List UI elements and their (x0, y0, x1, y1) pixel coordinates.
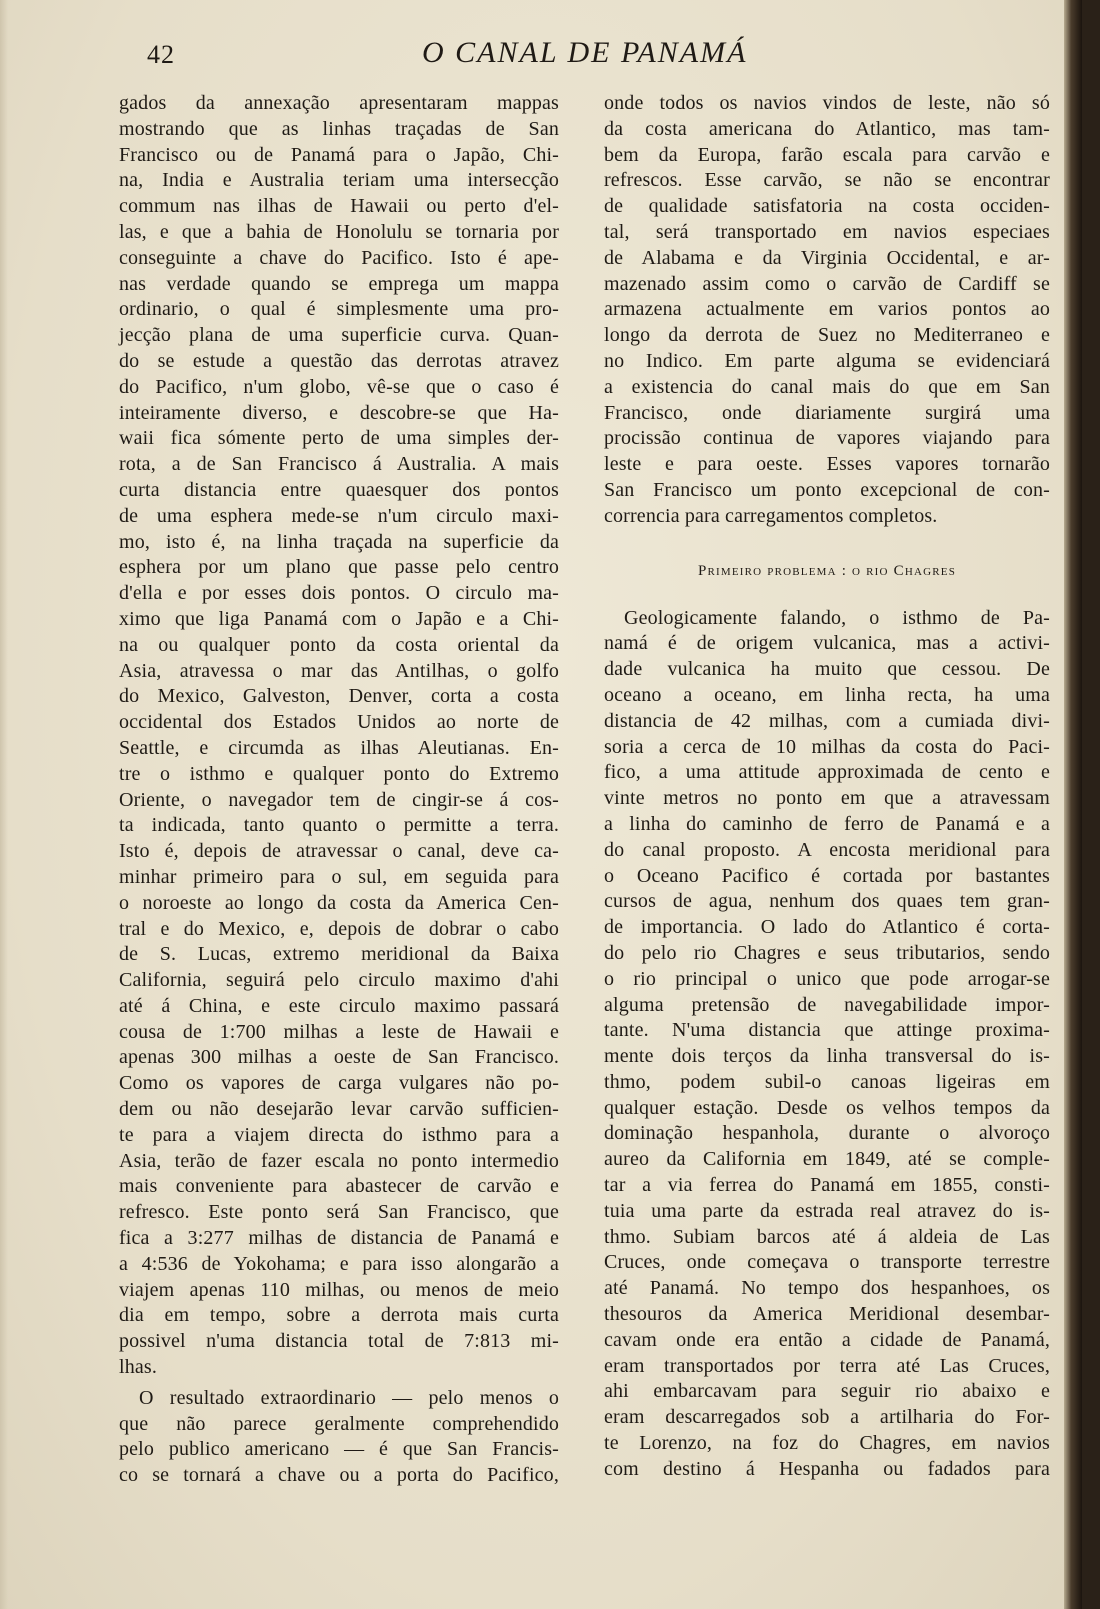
page-number: 42 (147, 40, 175, 69)
text-line: O resultado extraordinario — pelo menos o (139, 1386, 559, 1409)
text-line: no Indico. Em parte alguma se evidenciará (604, 349, 1050, 372)
text-line: bem da Europa, farão escala para carvão e (604, 143, 1050, 166)
text-line: dia em tempo, sobre a derrota mais curta (119, 1304, 559, 1327)
text-line: dem ou não desejarão levar carvão sufficien- (119, 1098, 559, 1121)
text-line: cousa de 1:700 milhas a leste de Hawaii e (119, 1020, 559, 1043)
text-line: a 4:536 de Yokohama; e para isso alongarão a (119, 1252, 559, 1275)
text-line: commum nas ilhas de Hawaii ou perto d'el- (119, 195, 559, 218)
text-line: na, India e Australia teriam uma intersecção (119, 169, 559, 192)
text-line: mente dois terços da linha transversal do is- (604, 1045, 1050, 1068)
text-line: eram descarregados sob a artilharia do For- (604, 1406, 1050, 1429)
text-line: tuia uma parte da estrada real atravez do is- (604, 1199, 1050, 1222)
text-line: minhar primeiro para o sul, em seguida para (119, 865, 559, 888)
text-line: Cruces, onde começava o transporte terrestre (604, 1251, 1050, 1274)
text-line: viajem apenas 110 milhas, ou menos de meio (119, 1278, 559, 1301)
text-line: na ou qualquer ponto da costa oriental da (119, 633, 559, 656)
text-line: tante. N'uma distancia que attinge proxima- (604, 1019, 1050, 1042)
text-line: nas verdade quando se emprega um mappa (119, 272, 559, 295)
text-line: Asia, atravessa o mar das Antilhas, o golfo (119, 659, 559, 682)
text-line: da costa americana do Atlantico, mas tam- (604, 117, 1050, 140)
text-line: tal, será transportado em navios especiaes (604, 220, 1050, 243)
left-paragraph-1 (119, 91, 559, 1381)
text-line: Francisco ou de Panamá para o Japão, Chi- (119, 143, 559, 166)
text-line: conseguinte a chave do Pacifico. Isto é ape- (119, 246, 559, 269)
text-line: mazenado assim como o carvão de Cardiff se (604, 272, 1050, 295)
text-line: qualquer estação. Desde os velhos tempos da (604, 1096, 1050, 1119)
left-paragraph-2 (119, 1386, 559, 1489)
text-line: cursos de agua, nenhum dos quaes tem gran- (604, 890, 1050, 913)
text-line: Como os vapores de carga vulgares não po- (119, 1072, 559, 1095)
text-line: thesouros da America Meridional desembar- (604, 1303, 1050, 1326)
text-line: fica a 3:277 milhas de distancia de Panamá e (119, 1227, 559, 1250)
text-line: possivel n'uma distancia total de 7:813 mi- (119, 1330, 559, 1353)
text-line: waii fica sómente perto de uma simples der- (119, 427, 559, 450)
page-header (0, 36, 1082, 80)
text-line: Seattle, e circumda as ilhas Aleutianas. En- (119, 736, 559, 759)
text-line: oceano a oceano, em linha recta, ha uma (604, 683, 1050, 706)
text-line: de Alabama e da Virginia Occidental, e ar- (604, 246, 1050, 269)
page-gutter-shadow (0, 0, 8, 1609)
text-line: aureo da California em 1849, até se comple- (604, 1148, 1050, 1171)
text-line: a existencia do canal mais do que em San (604, 375, 1050, 398)
text-line: namá é de origem vulcanica, mas a activi- (604, 632, 1050, 655)
text-line: que não parece geralmente comprehendido (119, 1412, 559, 1435)
text-line: vinte metros no ponto em que a atravessam (604, 787, 1050, 810)
text-line: te Lorenzo, na foz do Chagres, em navios (604, 1432, 1050, 1455)
text-line: Geologicamente falando, o isthmo de Pa- (624, 606, 1050, 629)
text-line: tral e do Mexico, e, depois de dobrar o cabo (119, 917, 559, 940)
text-line: esphera por um plano que passe pelo centro (119, 556, 559, 579)
text-line: armazena actualmente em varios pontos ao (604, 298, 1050, 321)
text-line: de importancia. O lado do Atlantico é corta- (604, 916, 1050, 939)
text-line: do se estude a questão das derrotas atravez (119, 349, 559, 372)
text-line: onde todos os navios vindos de leste, não só (604, 92, 1050, 114)
text-line: ta indicada, tanto quanto o permitte a terra. (119, 814, 559, 837)
text-line: dominação hespanhola, durante o alvoroço (604, 1122, 1050, 1145)
right-paragraph-2 (604, 606, 1050, 1483)
text-line: gados da annexação apresentaram mappas (119, 92, 559, 114)
text-line: distancia de 42 milhas, com a cumiada divi- (604, 709, 1050, 732)
text-line: refresco. Este ponto será San Francisco, que (119, 1201, 559, 1224)
text-line: ahi embarcavam para seguir rio abaixo e (604, 1380, 1050, 1403)
text-line: Isto é, depois de atravessar o canal, deve ca- (119, 840, 559, 863)
text-line: mo, isto é, na linha traçada na superficie da (119, 530, 559, 553)
text-line: com destino á Hespanha ou fadados para (604, 1457, 1050, 1480)
text-line: do Mexico, Galveston, Denver, corta a costa (119, 685, 559, 708)
text-line: procissão continua de vapores viajando para (604, 427, 1050, 450)
text-line: te para a viajem directa do isthmo para a (119, 1123, 559, 1146)
text-line: o rio principal o unico que pode arrogar-se (604, 967, 1050, 990)
text-line: o Oceano Pacifico é cortada por bastantes (604, 864, 1050, 887)
text-line: co se tornará a chave ou a porta do Pacifico, (119, 1464, 559, 1487)
text-line: mais conveniente para abastecer de carvão e (119, 1175, 559, 1198)
text-line: curta distancia entre quaesquer dos pontos (119, 478, 559, 501)
text-line: soria a cerca de 10 milhas da costa do Paci- (604, 735, 1050, 758)
text-line: longo da derrota de Suez no Mediterraneo e (604, 324, 1050, 347)
text-line: o noroeste ao longo da costa da America Cen- (119, 891, 559, 914)
text-line: Francisco, onde diariamente surgirá uma (604, 401, 1050, 424)
text-line: Asia, terão de fazer escala no ponto intermedio (119, 1149, 559, 1172)
text-line: leste e para oeste. Esses vapores tornarão (604, 453, 1050, 476)
text-line: lhas. (119, 1356, 157, 1379)
text-line: thmo. Subiam barcos até á aldeia de Las (604, 1225, 1050, 1248)
text-line: do canal proposto. A encosta meridional para (604, 838, 1050, 861)
left-column (119, 91, 559, 1489)
text-line: de uma esphera mede-se n'um circulo maxi- (119, 504, 559, 527)
text-line: fico, a uma attitude approximada de cento e (604, 761, 1050, 784)
text-line: dade vulcanica ha muito que cessou. De (604, 658, 1050, 681)
text-line: las, e que a bahia de Honolulu se tornaria por (119, 220, 559, 243)
text-line: thmo, podem subil-o canoas ligeiras em (604, 1070, 1050, 1093)
text-line: cavam onde era então a cidade de Panamá, (604, 1328, 1050, 1351)
section-heading: Primeiro problema : o rio Chagres (697, 562, 957, 579)
running-title: O CANAL DE PANAMÁ (422, 36, 748, 69)
right-column (604, 91, 1050, 1483)
text-line: até Panamá. No tempo dos hespanhoes, os (604, 1277, 1050, 1300)
text-line: tar a via ferrea do Panamá em 1855, consti- (604, 1174, 1050, 1197)
text-line: jecção plana de uma superficie curva. Quan- (119, 324, 559, 347)
text-line: do pelo rio Chagres e seus tributarios, sendo (604, 941, 1050, 964)
text-line: do Pacifico, n'um globo, vê-se que o caso é (119, 375, 559, 398)
text-line: tre o isthmo e qualquer ponto do Extremo (119, 762, 559, 785)
text-line: a linha do caminho de ferro de Panamá e a (604, 812, 1050, 835)
text-line: refrescos. Esse carvão, se não se encontrar (604, 169, 1050, 192)
right-paragraph-1 (604, 91, 1050, 530)
text-line: eram transportados por terra até Las Cruces, (604, 1354, 1050, 1377)
text-line: occidental dos Estados Unidos ao norte de (119, 711, 559, 734)
text-line: correncia para carregamentos completos. (604, 504, 938, 527)
text-line: inteiramente diverso, e descobre-se que Ha- (119, 401, 559, 424)
text-line: até á China, e este circulo maximo passará (119, 994, 559, 1017)
text-line: alguma pretensão de navegabilidade impor- (604, 993, 1050, 1016)
text-line: ximo que liga Panamá com o Japão e a Chi- (119, 607, 559, 630)
text-line: de S. Lucas, extremo meridional da Baixa (119, 943, 559, 966)
text-line: ordinario, o qual é simplesmente uma pro- (119, 298, 559, 321)
text-line: rota, a de San Francisco á Australia. A mais (119, 453, 559, 476)
text-line: pelo publico americano — é que San Francis- (119, 1438, 559, 1461)
text-line: d'ella e por esses dois pontos. O circulo ma- (119, 582, 559, 605)
text-line: Oriente, o navegador tem de cingir-se á cos- (119, 788, 559, 811)
text-line: de qualidade satisfatoria na costa occiden- (604, 195, 1050, 218)
text-line: California, seguirá pelo circulo maximo d'ahi (119, 969, 559, 992)
text-line: mostrando que as linhas traçadas de San (119, 117, 559, 140)
text-line: San Francisco um ponto excepcional de con- (604, 478, 1050, 501)
page-edge (1064, 0, 1082, 1609)
text-line: apenas 300 milhas a oeste de San Francisco. (119, 1046, 559, 1069)
